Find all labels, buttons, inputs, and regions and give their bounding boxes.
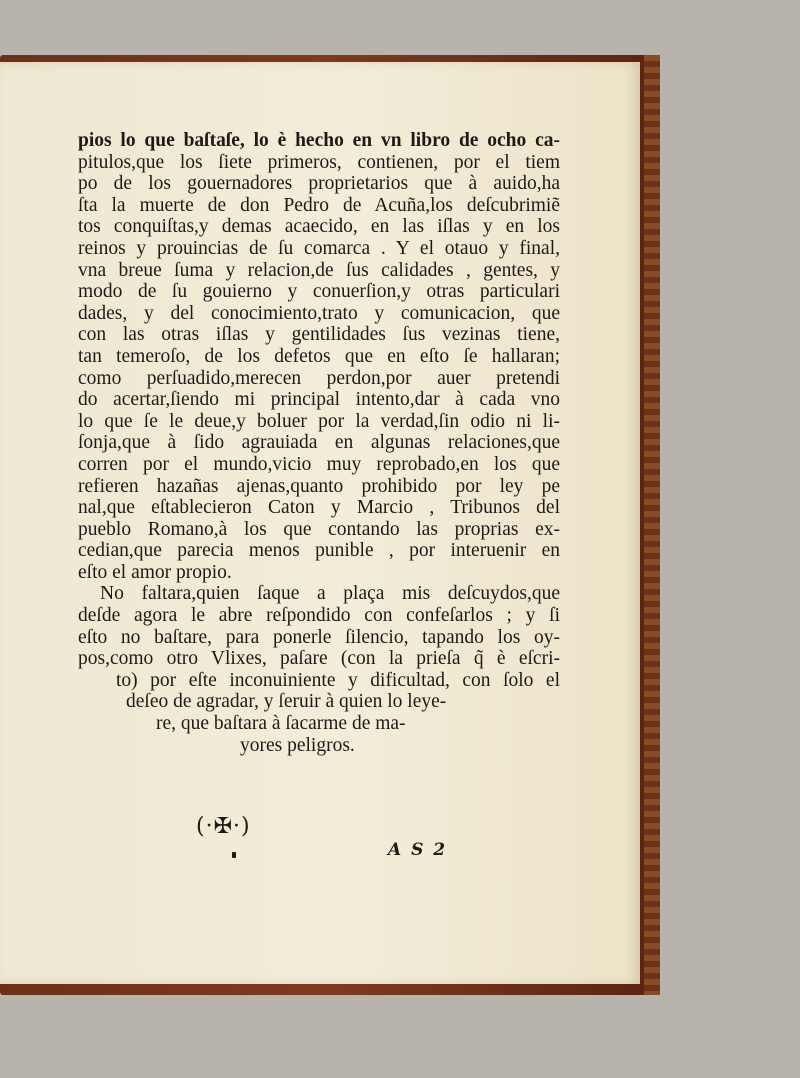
text-line: eſto no baſtare, para ponerle ſilencio, tapando los oy- — [78, 626, 560, 648]
text-line: tan temeroſo, de los defetos que en eſto ſe hallaran; — [78, 345, 560, 367]
text-line: modo de ſu gouierno y conuerſion,y otras particulari — [78, 281, 560, 303]
text-line: dades, y del conocimiento,trato y comunicacion, que — [78, 302, 560, 324]
text-line: deſde agora le abre reſpondido con confeſarlos ; y ſi — [78, 605, 560, 627]
text-line: ſta la muerte de don Pedro de Acuña,los deſcubrimiẽ — [78, 194, 560, 216]
text-line: re, que baſtara à ſacarme de ma- — [156, 713, 406, 735]
typographic-ornament: (·✠·) — [196, 814, 251, 839]
text-line: nal,que eſtablecieron Caton y Marcio , Tribunos del — [78, 497, 560, 519]
ink-dot — [232, 852, 236, 858]
text-line: pueblo Romano,à los que contando las proprias ex- — [78, 518, 560, 540]
text-line: ſonja,que à ſido agrauiada en algunas relaciones,que — [78, 432, 560, 454]
text-line: to) por eſte inconuiniente y dificultad, con ſolo el — [116, 669, 560, 691]
text-line: cedian,que parecia menos punible , por interuenir en — [78, 540, 560, 562]
text-line: reinos y prouincias de ſu comarca . Y el otauo y final, — [78, 237, 560, 259]
cover-edge — [644, 55, 660, 995]
text-block — [78, 130, 560, 756]
book-page — [0, 62, 640, 984]
text-line: con las otras iſlas y gentilidades ſus vezinas tiene, — [78, 324, 560, 346]
text-line: do acertar,ſiendo mi principal intento,dar à cada vno — [78, 389, 560, 411]
text-line: eſto el amor propio. — [78, 561, 232, 583]
text-line: corren por el mundo,vicio muy reprobado,en los que — [78, 453, 560, 475]
text-line: como perſuadido,merecen perdon,por auer pretendi — [78, 367, 560, 389]
text-line: deſeo de agradar, y ſeruir à quien lo leye- — [126, 691, 447, 713]
text-line: pos,como otro Vlixes, paſare (con la prieſa q̃ è eſcri- — [78, 648, 560, 670]
text-line: No faltara,quien ſaque a plaça mis deſcuydos,que — [100, 583, 560, 605]
text-line: pios lo que baſtaſe, lo è hecho en vn libro de ocho ca- — [78, 130, 560, 151]
text-line: tos conquiſtas,y demas acaecido, en las iſlas y en los — [78, 216, 560, 238]
text-line: po de los gouernadores proprietarios que à auido,ha — [78, 173, 560, 195]
text-line: lo que ſe le deue,y boluer por la verdad,ſin odio ni li- — [78, 410, 560, 432]
text-line: yores peligros. — [240, 734, 355, 756]
signature-mark: A S 2 — [388, 840, 448, 860]
text-line: refieren hazañas ajenas,quanto prohibido por ley pe — [78, 475, 560, 497]
text-line: pitulos,que los ſiete primeros, contienen, por el tiem — [78, 151, 560, 173]
text-line: vna breue ſuma y relacion,de ſus calidades , gentes, y — [78, 259, 560, 281]
